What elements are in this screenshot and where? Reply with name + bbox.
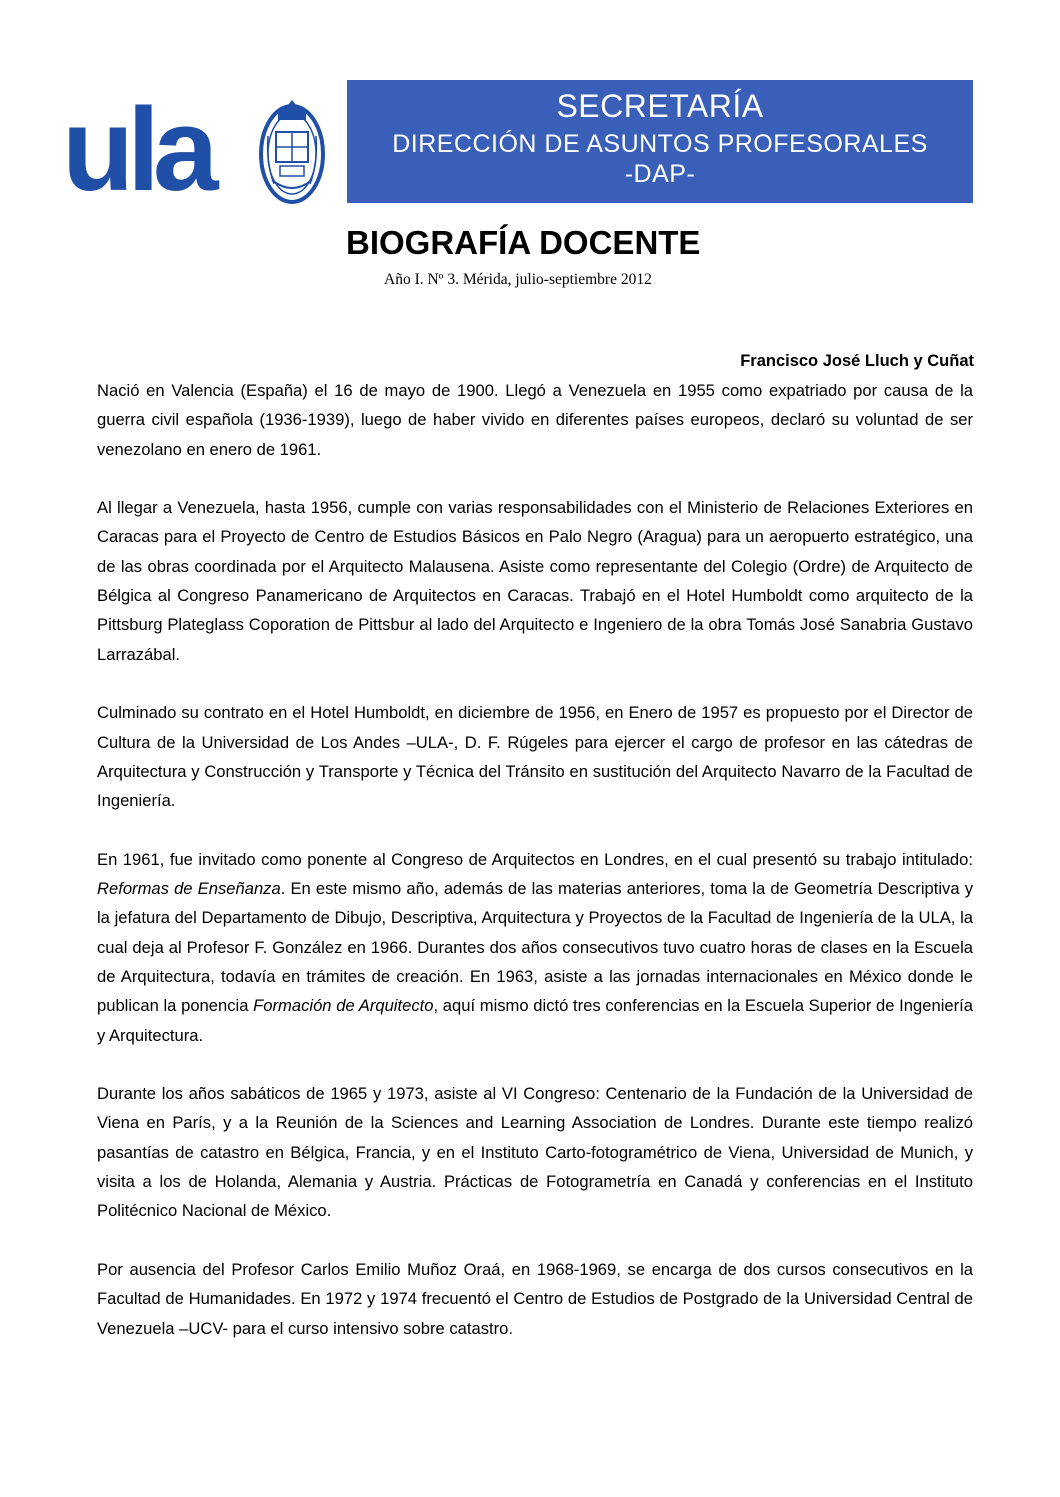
paragraph-text: En 1961, fue invitado como ponente al Congreso de Arquitectos en Londres, en el cual presentó su trabajo intitulado:: [97, 849, 973, 869]
paragraph: [97, 845, 973, 1050]
paragraph: Nació en Valencia (España) el 16 de mayo de 1900. Llegó a Venezuela en 1955 como expatriado por causa de la guerra civil española (1936-1939), luego de haber vivido en diferentes países europeos, declaró su voluntad de ser venezolano en enero de 1961.: [97, 381, 973, 459]
paragraph-text: . En este mismo año, además de las materias anteriores, toma la de Geometría Descriptiva y la jefatura del Departamento de Dibujo, Descriptiva, Arquitectura y Proyectos de la Facultad de Ingeniería de la ULA, la cual deja al Profesor F. González en 1966. Durantes dos años consecutivos tuvo cuatro horas de clases en la Escuela de Arquitectura, todavía en trámites de creación. En 1963, asiste a las jornadas internacionales en México donde le publican la ponencia: [97, 879, 973, 1016]
university-seal-icon: [258, 96, 326, 208]
paragraph: Al llegar a Venezuela, hasta 1956, cumple con varias responsabilidades con el Ministerio de Relaciones Exteriores en Caracas para el Proyecto de Centro de Estudios Básicos en Palo Negro (Aragua) para un aeropuerto estratégico, una de las obras coordinada por el Arquitecto Malausena. Asiste como representante del Colegio (Ordre) de Arquitecto de Bélgica al Congreso Panamericano de Arquitectos en Caracas. Trabajó en el Hotel Humboldt como arquitecto de la Pittsburg Plateglass Coporation de Pittsbur al lado del Arquitecto e Ingeniero de la obra Tomás José Sanabria Gustavo Larrazábal.: [97, 498, 973, 664]
paragraph: Culminado su contrato en el Hotel Humboldt, en diciembre de 1956, en Enero de 1957 es propuesto por el Director de Cultura de la Universidad de Los Andes –ULA-, D. F. Rúgeles para ejercer el cargo de profesor en las cátedras de Arquitectura y Construcción y Transporte y Técnica del Tránsito en sustitución del Arquitecto Navarro de la Facultad de Ingeniería.: [97, 703, 973, 811]
ula-logo-text: ula: [62, 84, 212, 216]
ula-logo: [62, 80, 330, 220]
secretaria-banner: [347, 80, 973, 203]
issue-line: Año I. Nº 3. Mérida, julio-septiembre 2012: [384, 271, 652, 288]
banner-title: SECRETARÍA: [556, 88, 764, 124]
work-title: Formación de Arquitecto: [253, 996, 434, 1016]
banner-acronym: -DAP-: [624, 160, 696, 188]
author-name: Francisco José Lluch y Cuñat: [740, 352, 974, 370]
banner-subtitle: DIRECCIÓN DE ASUNTOS PROFESORALES: [392, 130, 928, 158]
paragraph-text: , aquí mismo dictó tres conferencias en la Escuela Superior de Ingeniería y Arquitectura.: [97, 996, 973, 1045]
paragraph: Por ausencia del Profesor Carlos Emilio Muñoz Oraá, en 1968-1969, se encarga de dos cursos consecutivos en la Facultad de Humanidades. En 1972 y 1974 frecuentó el Centro de Estudios de Postgrado de la Universidad Central de Venezuela –UCV- para el curso intensivo sobre catastro.: [97, 1259, 973, 1338]
paragraph: Durante los años sabáticos de 1965 y 1973, asiste al VI Congreso: Centenario de la Fundación de la Universidad de Viena en París, y a la Reunión de la Sciences and Learning Association de Londres. Durante este tiempo realizó pasantías de catastro en Bélgica, Francia, y en el Instituto Carto-fotogramétrico de Viena, Universidad de Munich, y visita a los de Holanda, Alemania y Austria. Prácticas de Fotogrametría en Canadá y conferencias en el Instituto Politécnico Nacional de México.: [97, 1084, 973, 1221]
document-title: BIOGRAFÍA DOCENTE: [346, 224, 701, 261]
work-title: Reformas de Enseñanza: [97, 879, 281, 899]
biography-body: [97, 376, 973, 1372]
